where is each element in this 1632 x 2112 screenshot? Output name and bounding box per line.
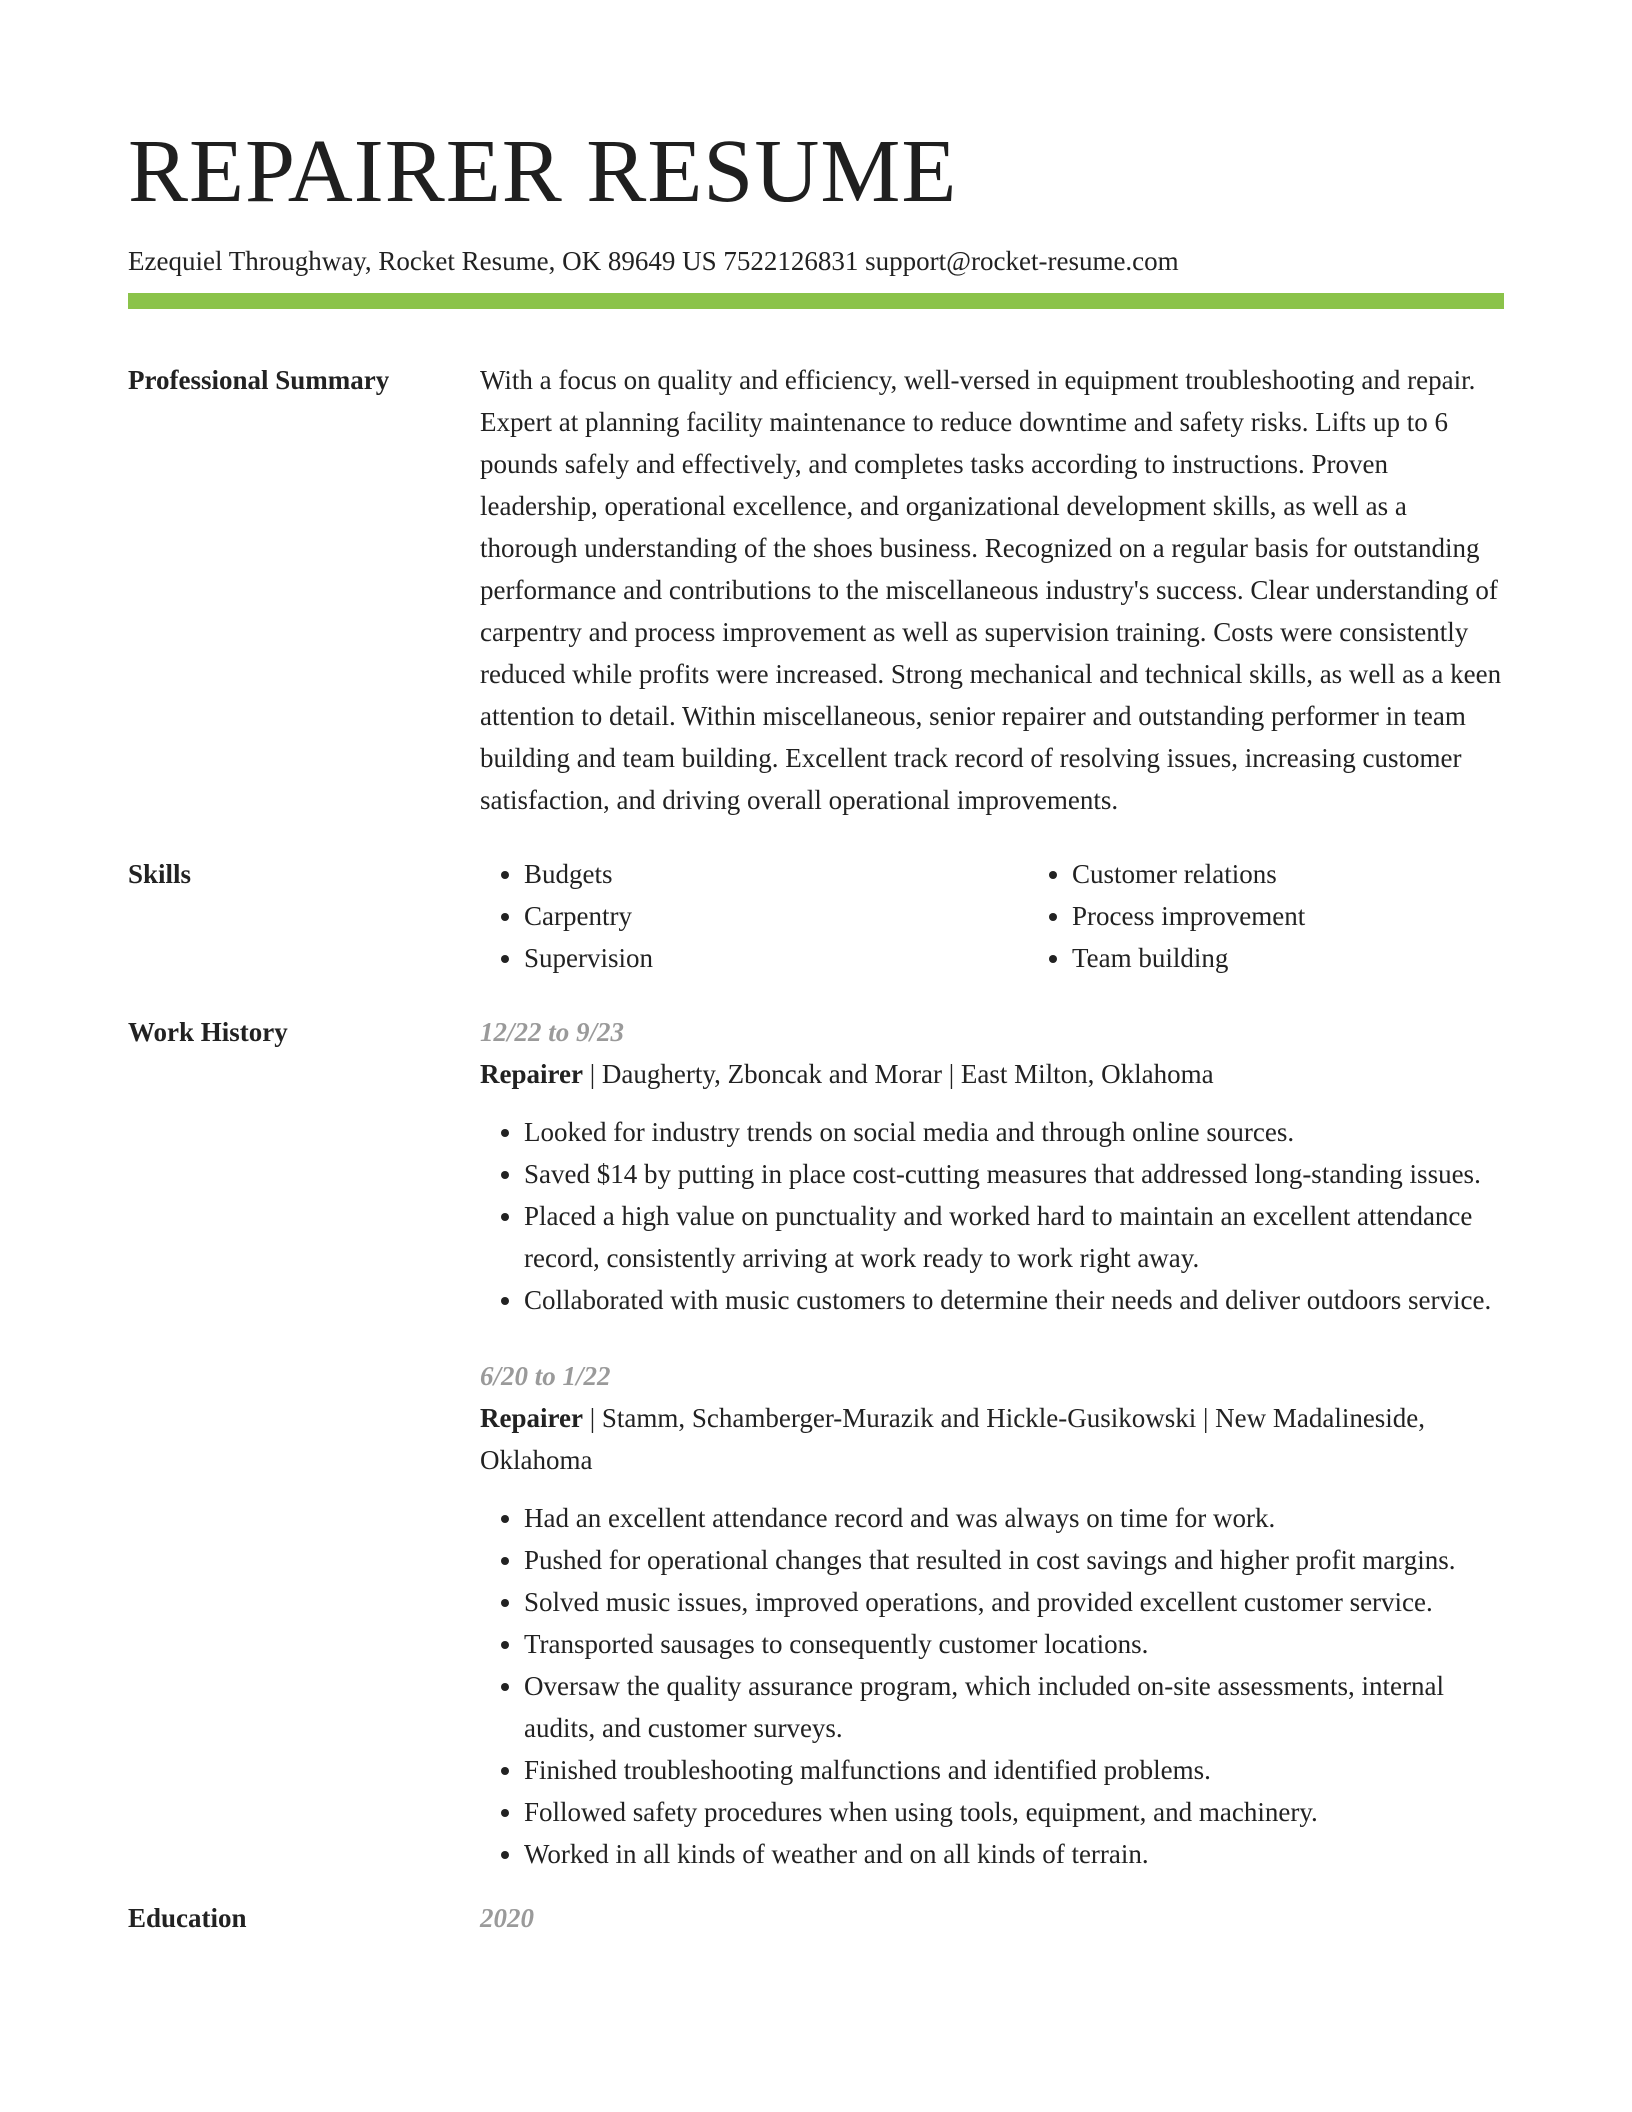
- contact-line: Ezequiel Throughway, Rocket Resume, OK 89649 US 7522126831 support@rocket-resume.com: [128, 246, 1179, 276]
- section-label-summary: Professional Summary: [128, 365, 390, 395]
- skills-list-right: [1028, 853, 1576, 979]
- job-title: Repairer: [480, 1059, 583, 1089]
- job-bullet: • Pushed for operational changes that resulted in cost savings and higher profit margins.: [524, 1539, 1504, 1581]
- professional-summary-section: [128, 359, 1504, 821]
- job-bullet: • Had an excellent attendance record and was always on time for work.: [524, 1497, 1504, 1539]
- work-history-section: [128, 1011, 1504, 1875]
- accent-divider: [128, 293, 1504, 309]
- summary-text: With a focus on quality and efficiency, well-versed in equipment troubleshooting and repair. Expert at planning facility maintenance to reduce downtime and safety risks. Lifts up to 6 pounds safely and effectively, and completes tasks according to instructions. Proven leadership, operational excellence, and organizational development skills, as well as a thorough understanding of the shoes business. Recognized on a regular basis for outstanding performance and contributions to the miscellaneous industry's success. Clear understanding of carpentry and process improvement as well as supervision training. Costs were consistently reduced while profits were increased. Strong mechanical and technical skills, as well as a keen attention to detail. Within miscellaneous, senior repairer and outstanding performer in team building and team building. Excellent track record of resolving issues, increasing customer satisfaction, and driving overall operational improvements.: [480, 365, 1502, 815]
- work-history-body: [480, 1011, 1504, 1875]
- job-bullet: • Oversaw the quality assurance program, which included on-site assessments, internal audits, and customer surveys.: [524, 1665, 1504, 1749]
- job-bullet: • Placed a high value on punctuality and worked hard to maintain an excellent attendance record, consistently arriving at work ready to work right away.: [524, 1195, 1504, 1279]
- job-bullet: • Worked in all kinds of weather and on all kinds of terrain.: [524, 1833, 1504, 1875]
- job-dates: 12/22 to 9/23: [480, 1017, 625, 1047]
- job-dates: 6/20 to 1/22: [480, 1361, 611, 1391]
- skills-section: [128, 853, 1504, 979]
- skills-list-left: [480, 853, 1028, 979]
- section-label-work: Work History: [128, 1017, 288, 1047]
- section-label-skills: Skills: [128, 859, 192, 889]
- job-employer-location: | Daugherty, Zboncak and Morar | East Milton, Oklahoma: [582, 1059, 1214, 1089]
- job-bullet: • Followed safety procedures when using tools, equipment, and machinery.: [524, 1791, 1504, 1833]
- education-section: [128, 1897, 1504, 1939]
- skill-item: • Process improvement: [1072, 895, 1576, 937]
- skill-item: • Customer relations: [1072, 853, 1576, 895]
- section-label-education: Education: [128, 1903, 247, 1933]
- skills-grid: [480, 853, 1576, 979]
- job-bullets: [480, 1111, 1504, 1321]
- skill-item: • Carpentry: [524, 895, 1028, 937]
- job-title: Repairer: [480, 1403, 583, 1433]
- job-bullet: • Transported sausages to consequently customer locations.: [524, 1623, 1504, 1665]
- education-body: [480, 1897, 1504, 1939]
- job-entry: [480, 1355, 1504, 1875]
- education-date: 2020: [480, 1903, 534, 1933]
- job-bullet: • Saved $14 by putting in place cost-cutting measures that addressed long-standing issues.: [524, 1153, 1504, 1195]
- job-bullet: • Solved music issues, improved operations, and provided excellent customer service.: [524, 1581, 1504, 1623]
- resume-page: [128, 122, 1504, 1939]
- skill-item: • Team building: [1072, 937, 1576, 979]
- job-bullet: • Collaborated with music customers to determine their needs and deliver outdoors service.: [524, 1279, 1504, 1321]
- job-employer-location: | Stamm, Schamberger-Murazik and Hickle-Gusikowski | New Madalineside, Oklahoma: [480, 1403, 1426, 1475]
- skill-item: • Budgets: [524, 853, 1028, 895]
- resume-title: REPAIRER RESUME: [128, 122, 958, 221]
- job-heading: [480, 1397, 1504, 1481]
- job-bullets: [480, 1497, 1504, 1875]
- job-entry: [480, 1011, 1504, 1321]
- job-heading: [480, 1053, 1504, 1095]
- job-bullet: • Finished troubleshooting malfunctions and identified problems.: [524, 1749, 1504, 1791]
- skill-item: • Supervision: [524, 937, 1028, 979]
- job-bullet: • Looked for industry trends on social media and through online sources.: [524, 1111, 1504, 1153]
